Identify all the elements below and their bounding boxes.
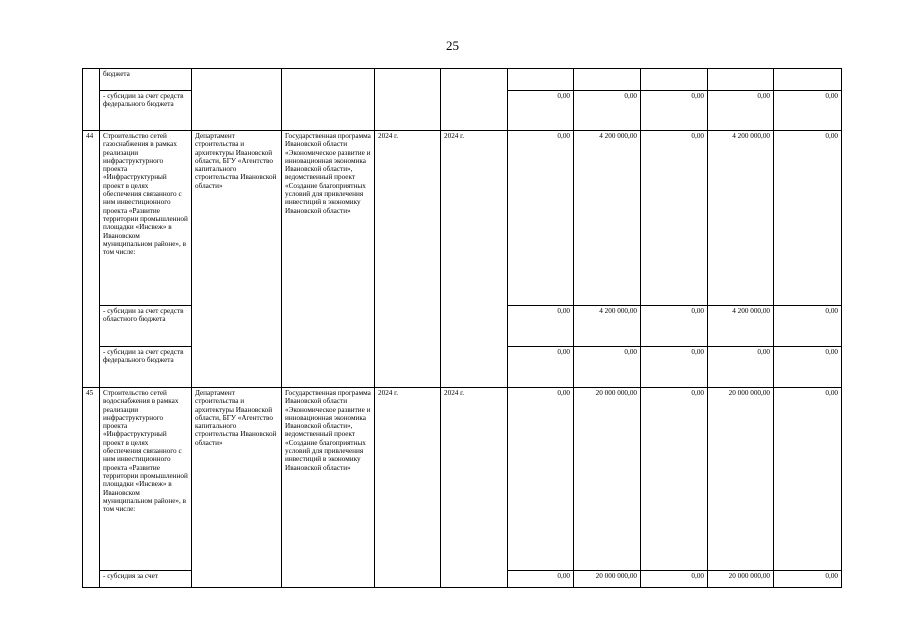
item-name-cell: - субсидии за счет средств федерального бюджета bbox=[100, 91, 192, 131]
table-row bbox=[83, 131, 842, 306]
value-cell: 0,00 bbox=[774, 131, 842, 306]
budget-table bbox=[82, 68, 842, 588]
value-cell: 0,00 bbox=[641, 388, 708, 571]
value-cell bbox=[508, 69, 574, 91]
program-cell: Государственная программа Ивановской области «Экономическое развитие и инновационная экономика Ивановской области», ведомственный проект «Создание благоприятных условий для привлечения инвестиций в экономику Ивановской области» bbox=[282, 131, 375, 388]
value-cell: 0,00 bbox=[774, 388, 842, 571]
end-year-cell: 2024 г. bbox=[441, 388, 508, 588]
value-cell: 4 200 000,00 bbox=[708, 131, 774, 306]
value-cell: 0,00 bbox=[641, 347, 708, 388]
end-year-cell bbox=[441, 69, 508, 131]
table-row bbox=[83, 69, 842, 91]
row-number-cell: 45 bbox=[83, 388, 100, 588]
item-name-cell: Строительство сетей водоснабжения в рамках реализации инфраструктурного проекта «Инфраструктурный проект в целях обеспечения связанного с ним инвестиционного проекта «Развитие территории промышленной площадки «Инсвеж» в Ивановском муниципальном районе», в том числе: bbox=[100, 388, 192, 571]
item-name-cell: - субсидия за счет bbox=[100, 571, 192, 588]
table-body bbox=[83, 69, 842, 588]
item-name-cell: бюджета bbox=[100, 69, 192, 91]
table-row bbox=[83, 388, 842, 571]
value-cell: 0,00 bbox=[774, 347, 842, 388]
item-name-cell: - субсидии за счет средств федерального бюджета bbox=[100, 347, 192, 388]
value-cell: 0,00 bbox=[508, 571, 574, 588]
value-cell: 0,00 bbox=[508, 306, 574, 347]
executor-cell: Департамент строительства и архитектуры Ивановской области, БГУ «Агентство капитального строительства Ивановской области» bbox=[192, 131, 282, 388]
value-cell: 0,00 bbox=[508, 388, 574, 571]
value-cell: 0,00 bbox=[708, 91, 774, 131]
value-cell: 0,00 bbox=[774, 571, 842, 588]
start-year-cell: 2024 г. bbox=[375, 131, 441, 388]
value-cell: 0,00 bbox=[508, 91, 574, 131]
value-cell: 0,00 bbox=[641, 306, 708, 347]
program-cell: Государственная программа Ивановской области «Экономическое развитие и инновационная экономика Ивановской области», ведомственный проект «Создание благоприятных условий для привлечения инвестиций в экономику Ивановской области» bbox=[282, 388, 375, 588]
value-cell bbox=[641, 69, 708, 91]
program-cell bbox=[282, 69, 375, 131]
end-year-cell: 2024 г. bbox=[441, 131, 508, 388]
value-cell: 0,00 bbox=[641, 131, 708, 306]
value-cell: 0,00 bbox=[774, 306, 842, 347]
item-name-cell: Строительство сетей газоснабжения в рамках реализации инфраструктурного проекта «Инфраструктурный проект в целях обеспечения связанного с ним инвестиционного проекта «Развитие территории промышленной площадки «Инсвеж» в Ивановском муниципальном районе», в том числе: bbox=[100, 131, 192, 306]
item-name-cell: - субсидии за счет средств областного бюджета bbox=[100, 306, 192, 347]
row-number-cell: 44 bbox=[83, 131, 100, 388]
value-cell: 0,00 bbox=[641, 91, 708, 131]
value-cell: 0,00 bbox=[508, 347, 574, 388]
value-cell: 0,00 bbox=[574, 347, 641, 388]
start-year-cell bbox=[375, 69, 441, 131]
value-cell: 0,00 bbox=[641, 571, 708, 588]
value-cell bbox=[774, 69, 842, 91]
value-cell: 0,00 bbox=[774, 91, 842, 131]
value-cell: 20 000 000,00 bbox=[708, 571, 774, 588]
value-cell bbox=[574, 69, 641, 91]
value-cell: 0,00 bbox=[708, 347, 774, 388]
value-cell: 0,00 bbox=[508, 131, 574, 306]
executor-cell bbox=[192, 69, 282, 131]
value-cell: 20 000 000,00 bbox=[574, 571, 641, 588]
value-cell: 4 200 000,00 bbox=[708, 306, 774, 347]
value-cell: 0,00 bbox=[574, 91, 641, 131]
value-cell bbox=[708, 69, 774, 91]
value-cell: 20 000 000,00 bbox=[708, 388, 774, 571]
value-cell: 20 000 000,00 bbox=[574, 388, 641, 571]
value-cell: 4 200 000,00 bbox=[574, 306, 641, 347]
page-number: 25 bbox=[446, 38, 459, 53]
start-year-cell: 2024 г. bbox=[375, 388, 441, 588]
value-cell: 4 200 000,00 bbox=[574, 131, 641, 306]
executor-cell: Департамент строительства и архитектуры Ивановской области, БГУ «Агентство капитального строительства Ивановской области» bbox=[192, 388, 282, 588]
row-number-cell bbox=[83, 69, 100, 131]
